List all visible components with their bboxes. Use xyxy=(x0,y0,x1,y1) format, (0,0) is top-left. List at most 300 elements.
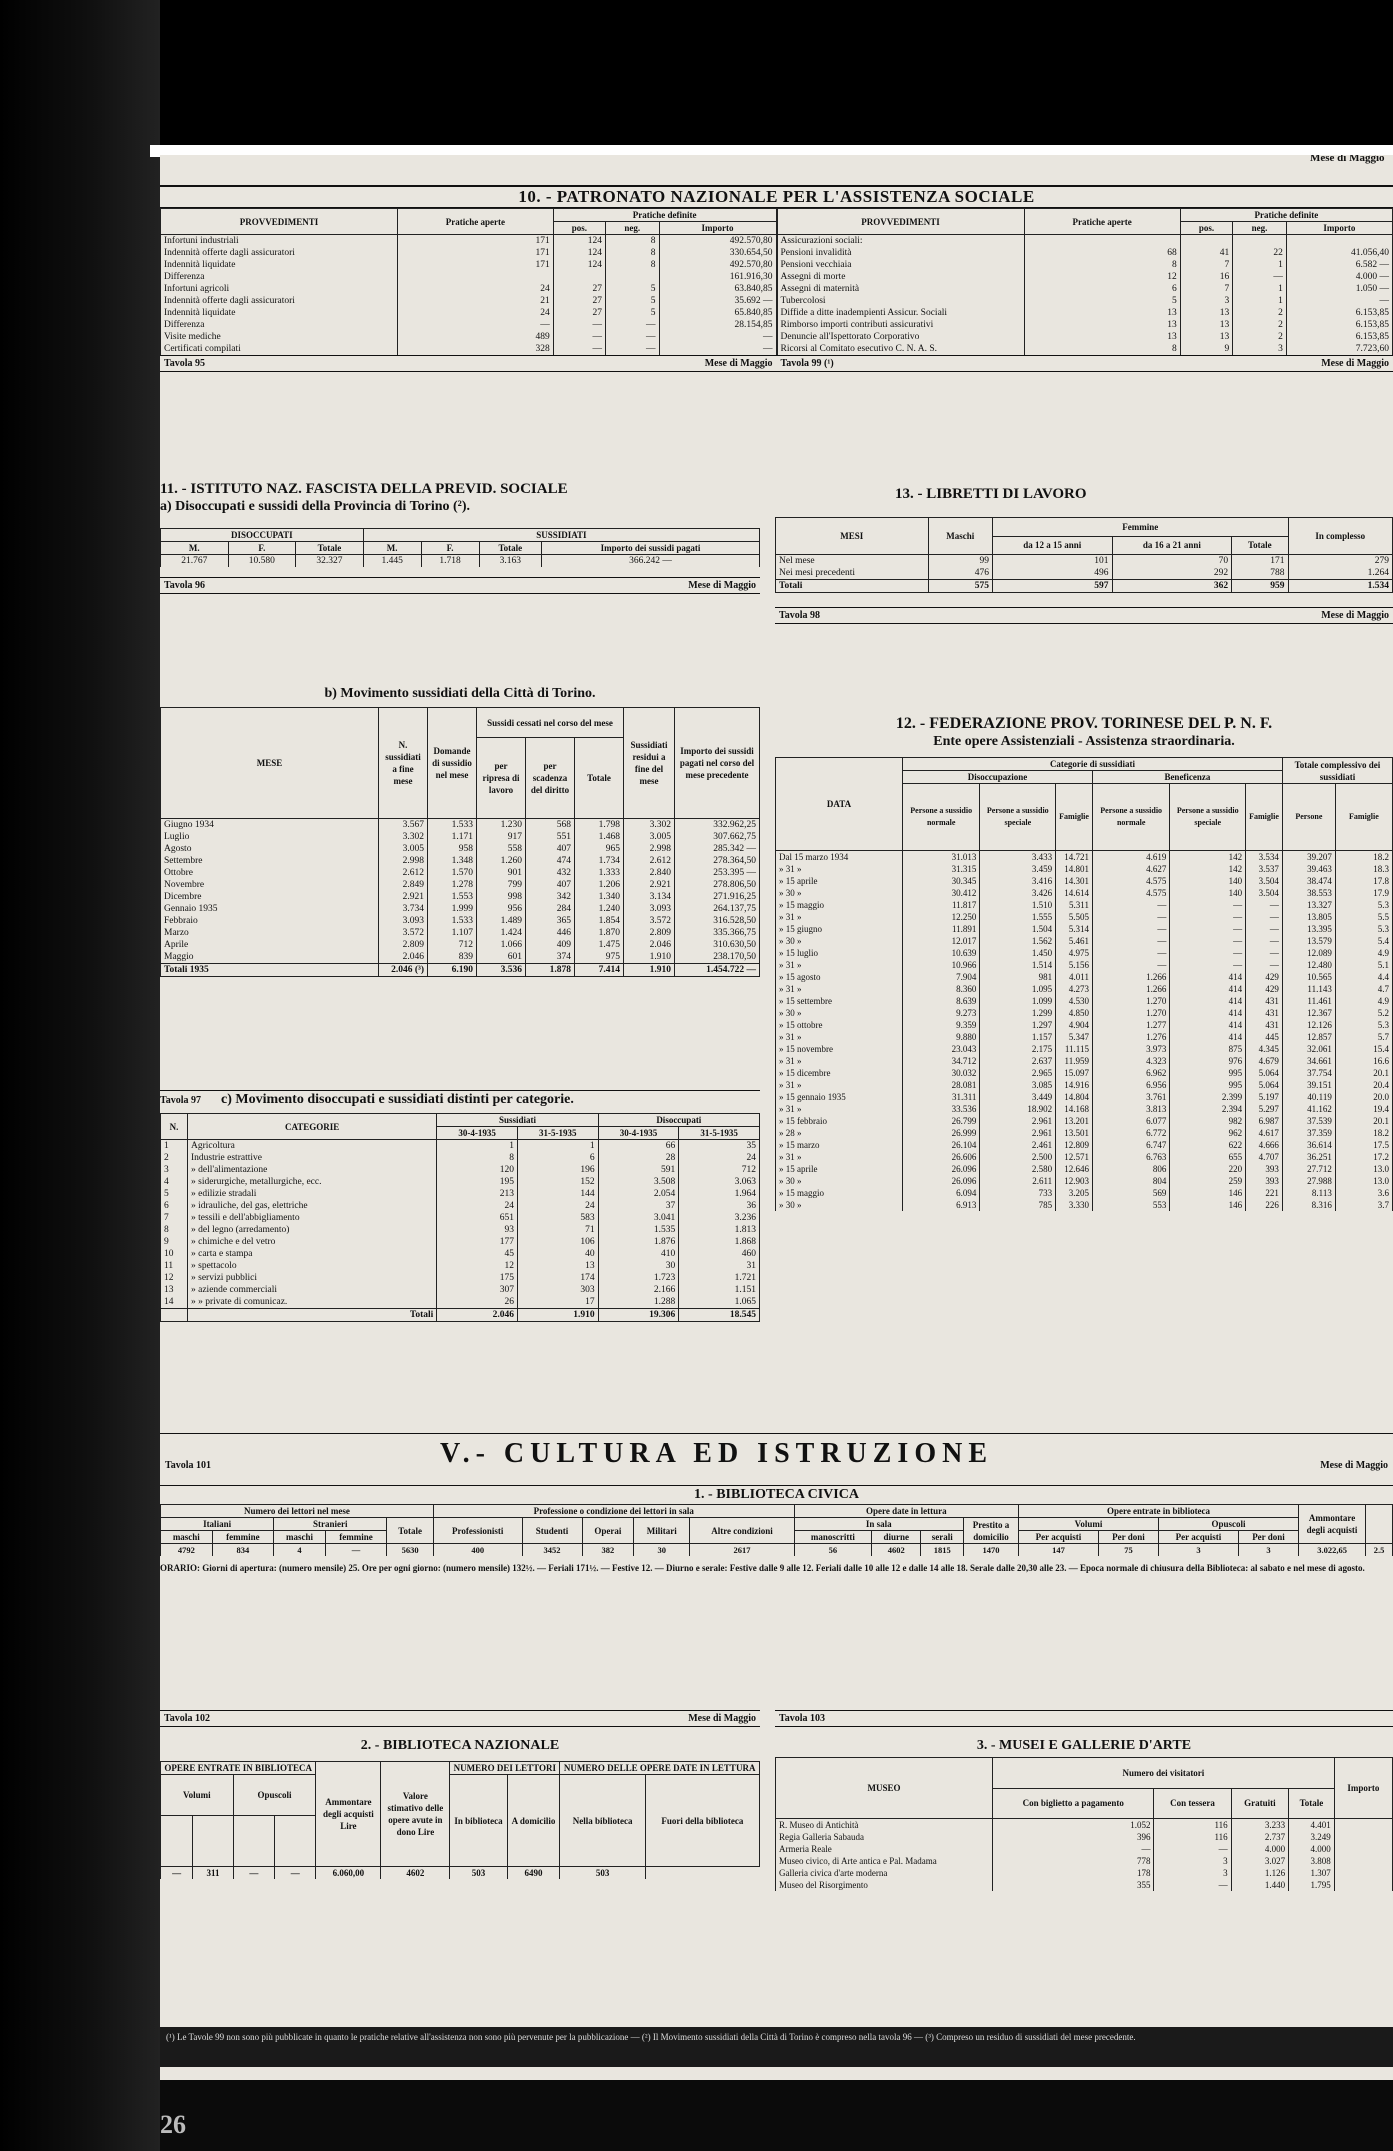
table-row xyxy=(776,1187,1393,1199)
table-cell: 174 xyxy=(517,1272,598,1284)
table-cell: — xyxy=(1246,935,1283,947)
section-11 xyxy=(160,480,760,594)
table-cell: 6 xyxy=(161,1200,188,1212)
table-cell: 622 xyxy=(1170,1139,1246,1151)
table-cell: 140 xyxy=(1170,887,1246,899)
table-cell: 37.359 xyxy=(1282,1127,1335,1139)
table-row xyxy=(776,1199,1393,1211)
table-cell: 12 xyxy=(161,1272,188,1284)
table-cell: 36.614 xyxy=(1282,1139,1335,1151)
table-row xyxy=(777,259,1393,271)
table-cell: 12.250 xyxy=(903,911,980,923)
table-cell: 778 xyxy=(993,1855,1154,1867)
table-cell: Dicembre xyxy=(161,891,379,903)
table-cell: 28.154,85 xyxy=(659,319,776,331)
s12-col-data: DATA xyxy=(776,758,903,851)
table-cell: 12 xyxy=(1024,271,1180,283)
table-cell: 40.119 xyxy=(1282,1091,1335,1103)
b-col-group: Sussidi cessati nel corso del mese xyxy=(477,708,624,738)
table-cell: » 30 » xyxy=(776,1175,903,1187)
table-cell: Indennità offerte dagli assicuratori xyxy=(161,247,398,259)
table-cell: — xyxy=(606,319,659,331)
table-cell: 6.094 xyxy=(903,1187,980,1199)
s12-g-categorie: Categorie di sussidiati xyxy=(903,758,1283,771)
table-cell: 1.514 xyxy=(980,959,1056,971)
table-cell: 30 xyxy=(634,1544,690,1557)
table-cell: 5.064 xyxy=(1246,1067,1283,1079)
table-cell: 32.327 xyxy=(296,555,364,568)
section-11a-sub: a) Disoccupati e sussidi della Provincia di Torino (²). xyxy=(160,499,471,514)
table-cell: 3 xyxy=(1180,295,1233,307)
table-cell xyxy=(398,271,554,283)
table-cell: 431 xyxy=(1246,1007,1283,1019)
table-cell: 6 xyxy=(1024,283,1180,295)
table-cell: » 15 novembre xyxy=(776,1043,903,1055)
s13-col-mesi: MESI xyxy=(776,518,929,555)
table-cell: — xyxy=(161,1867,193,1880)
table-cell xyxy=(1233,235,1287,248)
table-row xyxy=(776,1867,1393,1879)
table-cell: 1 xyxy=(517,1140,598,1153)
table-cell: » 28 » xyxy=(776,1127,903,1139)
table-cell: 3.416 xyxy=(980,875,1056,887)
table-cell: 41.162 xyxy=(1282,1103,1335,1115)
table-cell: Pensioni invalidità xyxy=(777,247,1024,259)
table-cell: 13 xyxy=(517,1260,598,1272)
table-cell: 975 xyxy=(575,951,624,964)
s13-col-maschi: Maschi xyxy=(928,518,992,555)
table-cell: 998 xyxy=(477,891,526,903)
table-cell: 2.965 xyxy=(980,1067,1056,1079)
table-row xyxy=(161,927,760,939)
table-cell: 12.089 xyxy=(1282,947,1335,959)
table-cell: 36.251 xyxy=(1282,1151,1335,1163)
table-cell: 75 xyxy=(1098,1544,1158,1557)
table-row xyxy=(776,983,1393,995)
table-cell: 3.093 xyxy=(379,915,428,927)
table-cell: 27 xyxy=(553,283,605,295)
table-row xyxy=(161,1284,760,1296)
table-cell: 328 xyxy=(398,343,554,355)
table-cell: » 30 » xyxy=(776,935,903,947)
table-cell: 956 xyxy=(477,903,526,915)
biblioteca-nazionale-table xyxy=(160,1761,760,1879)
table-cell: 5.197 xyxy=(1246,1091,1283,1103)
table-cell: Giugno 1934 xyxy=(161,819,379,832)
table-row xyxy=(161,1224,760,1236)
tavola-101-month: Mese di Maggio xyxy=(1320,1460,1388,1471)
table-cell: 3 xyxy=(1154,1867,1231,1879)
table-cell: 30.032 xyxy=(903,1067,980,1079)
table-row xyxy=(776,1879,1393,1891)
table-cell: 414 xyxy=(1170,995,1246,1007)
table-cell: — xyxy=(398,319,554,331)
column-header: Importo dei sussidi pagati xyxy=(542,542,760,555)
table-cell: 875 xyxy=(1170,1043,1246,1055)
b3-col-museo: MUSEO xyxy=(776,1758,993,1819)
column-header: Totale xyxy=(296,542,364,555)
table-cell: 958 xyxy=(428,843,477,855)
table-cell: 30.412 xyxy=(903,887,980,899)
column-header: Famiglie xyxy=(1056,784,1093,851)
b1-c15: Per doni xyxy=(1098,1531,1158,1544)
table-cell: 1 xyxy=(161,1140,188,1153)
table-cell: 1.107 xyxy=(428,927,477,939)
table-cell: 3.027 xyxy=(1231,1855,1288,1867)
table-cell: 3.508 xyxy=(598,1176,679,1188)
table-row xyxy=(161,259,777,271)
table-row xyxy=(161,235,777,248)
table-cell: 5.311 xyxy=(1056,899,1093,911)
table-cell: 35.692 — xyxy=(659,295,776,307)
section-13-title: 13. - LIBRETTI DI LAVORO xyxy=(895,486,1087,502)
table-cell: 431 xyxy=(1246,995,1283,1007)
table-cell: 396 xyxy=(993,1831,1154,1843)
table-cell: 303 xyxy=(517,1284,598,1296)
table-cell: 35 xyxy=(679,1140,760,1153)
table-cell: » servizi pubblici xyxy=(188,1272,437,1284)
table-cell: 93 xyxy=(437,1224,518,1236)
table-cell: 39.463 xyxy=(1282,863,1335,875)
table-cell: 38.474 xyxy=(1282,875,1335,887)
table-cell: 4.619 xyxy=(1092,851,1169,864)
table-cell: — xyxy=(233,1867,274,1880)
table-cell: Totali 1935 xyxy=(161,964,379,977)
table-cell: » chimiche e del vetro xyxy=(188,1236,437,1248)
b1-col-stud: Studenti xyxy=(522,1518,582,1544)
table-cell: — xyxy=(993,1843,1154,1855)
table-cell xyxy=(1334,1855,1392,1867)
table-cell: 24 xyxy=(679,1152,760,1164)
table-cell: 26.096 xyxy=(903,1163,980,1175)
table-cell: 4.345 xyxy=(1246,1043,1283,1055)
table-cell: 4.401 xyxy=(1289,1819,1335,1832)
table-row xyxy=(161,1544,1393,1557)
table-cell: — xyxy=(1170,899,1246,911)
table-cell: 1.734 xyxy=(575,855,624,867)
table-row xyxy=(161,843,760,855)
table-cell: 2.166 xyxy=(598,1284,679,1296)
table-cell: 31.013 xyxy=(903,851,980,864)
table-cell: » 15 ottobre xyxy=(776,1019,903,1031)
b1-g1: Numero dei lettori nel mese xyxy=(161,1505,434,1518)
table-cell: Luglio xyxy=(161,831,379,843)
table-cell: 13 xyxy=(161,1284,188,1296)
table-cell: 10.639 xyxy=(903,947,980,959)
table-cell: 995 xyxy=(1170,1067,1246,1079)
table-cell: 171 xyxy=(398,235,554,248)
table-row xyxy=(776,911,1393,923)
table-cell: 1.555 xyxy=(980,911,1056,923)
section-11c-sub: c) Movimento disoccupati e sussidiati distinti per categorie. xyxy=(221,1092,574,1107)
section-11-title: 11. - ISTITUTO NAZ. FASCISTA DELLA PREVID. SOCIALE xyxy=(160,481,568,497)
table-cell: 3.504 xyxy=(1246,875,1283,887)
table-cell: 3.567 xyxy=(379,819,428,832)
table-cell: 3.134 xyxy=(624,891,675,903)
table-cell: 1.260 xyxy=(477,855,526,867)
table-cell: 12 xyxy=(437,1260,518,1272)
table-cell: 2.046 (³) xyxy=(379,964,428,977)
table-cell: 292 xyxy=(1112,567,1232,580)
table-cell: 20.4 xyxy=(1335,1079,1392,1091)
table-cell: » 31 » xyxy=(776,1079,903,1091)
table-cell: 2.175 xyxy=(980,1043,1056,1055)
table-cell: 489 xyxy=(398,331,554,343)
table-cell: Diffide a ditte inadempienti Assicur. Sociali xyxy=(777,307,1024,319)
table-cell: 414 xyxy=(1170,1019,1246,1031)
table-cell: » 15 marzo xyxy=(776,1139,903,1151)
table-cell: 26 xyxy=(437,1296,518,1309)
table-cell: 27.712 xyxy=(1282,1163,1335,1175)
table-cell: 407 xyxy=(526,843,575,855)
table-cell: 1.910 xyxy=(624,951,675,964)
table-cell: — xyxy=(1154,1843,1231,1855)
c-g-disoccupati: Disoccupati xyxy=(598,1114,759,1127)
table-cell: 37 xyxy=(598,1200,679,1212)
b3-col-2: Con tessera xyxy=(1154,1788,1231,1819)
table-cell: — xyxy=(659,331,776,343)
column-header: Persone a sussidio speciale xyxy=(1170,784,1246,851)
table-cell: » 15 luglio xyxy=(776,947,903,959)
table-cell: 1.288 xyxy=(598,1296,679,1309)
table-cell: 278.806,50 xyxy=(675,879,760,891)
table-cell: 3.022,65 xyxy=(1299,1544,1366,1557)
table-cell: 445 xyxy=(1246,1031,1283,1043)
table-row xyxy=(777,307,1393,319)
table-cell: Marzo xyxy=(161,927,379,939)
table-cell: 33.536 xyxy=(903,1103,980,1115)
b-col-4: per scadenza del diritto xyxy=(526,738,575,819)
table-cell: 13.0 xyxy=(1335,1163,1392,1175)
table-cell: 431 xyxy=(1246,1019,1283,1031)
table-cell: — xyxy=(274,1867,315,1880)
table-cell: 40 xyxy=(517,1248,598,1260)
b-col-mese: MESE xyxy=(161,708,379,819)
b-col-5: Totale xyxy=(575,738,624,819)
table-cell: 2.046 xyxy=(379,951,428,964)
table-cell: 1.299 xyxy=(980,1007,1056,1019)
table-cell: 14.804 xyxy=(1056,1091,1093,1103)
table-cell: 597 xyxy=(992,580,1112,593)
table-cell: 27.988 xyxy=(1282,1175,1335,1187)
table-cell: Denuncie all'Ispettorato Corporativo xyxy=(777,331,1024,343)
table-cell: 1.276 xyxy=(1092,1031,1169,1043)
c-col-n: N. xyxy=(161,1114,188,1140)
table-cell: 177 xyxy=(437,1236,518,1248)
table-cell: 1.534 xyxy=(1288,580,1392,593)
table-cell: 1.910 xyxy=(517,1309,598,1322)
table-row xyxy=(161,283,777,295)
table-cell: 1.348 xyxy=(428,855,477,867)
tavola-101: Tavola 101 xyxy=(165,1460,212,1471)
table-cell: 7.414 xyxy=(575,964,624,977)
table-cell: 12.480 xyxy=(1282,959,1335,971)
table-cell: Nel mese xyxy=(776,555,929,568)
table-cell: 5.064 xyxy=(1246,1079,1283,1091)
table-cell: 569 xyxy=(1092,1187,1169,1199)
table-row xyxy=(776,555,1393,568)
table-cell: Infortuni agricoli xyxy=(161,283,398,295)
table-cell: 2.998 xyxy=(624,843,675,855)
tavola-96: Tavola 96 Mese di Maggio xyxy=(160,577,760,594)
section-v-title: V.- CULTURA ED ISTRUZIONE xyxy=(440,1438,994,1469)
table-cell: 1.277 xyxy=(1092,1019,1169,1031)
table-row xyxy=(161,319,777,331)
table-cell: 1.052 xyxy=(993,1819,1154,1832)
table-cell: 4.850 xyxy=(1056,1007,1093,1019)
total-row xyxy=(776,580,1393,593)
c-col-5: 31-5-1935 xyxy=(679,1127,760,1140)
table-cell: » carta e stampa xyxy=(188,1248,437,1260)
table-cell: 1.151 xyxy=(679,1284,760,1296)
table-cell: 124 xyxy=(553,259,605,271)
table-row xyxy=(776,875,1393,887)
table-cell: 601 xyxy=(477,951,526,964)
table-cell: 7 xyxy=(1180,259,1233,271)
total-row xyxy=(161,964,760,977)
table-cell: 2.849 xyxy=(379,879,428,891)
col-importo-r: Importo xyxy=(1286,222,1392,235)
table-row xyxy=(161,1212,760,1224)
b1-c16: Per acquisti xyxy=(1159,1531,1239,1544)
table-cell: 13 xyxy=(1024,307,1180,319)
table-row xyxy=(161,1140,760,1153)
table-cell: » del legno (arredamento) xyxy=(188,1224,437,1236)
tavola-95: Tavola 95 Mese di Maggio xyxy=(160,355,777,372)
table-cell: — xyxy=(1092,959,1169,971)
b2-c4: Valore stimativo delle opere avute in dono Lire xyxy=(381,1762,450,1867)
table-cell: 68 xyxy=(1024,247,1180,259)
table-cell: 1.533 xyxy=(428,915,477,927)
table-cell: 655 xyxy=(1170,1151,1246,1163)
table-row xyxy=(161,331,777,343)
table-cell: 6 xyxy=(517,1152,598,1164)
section-12-title: 12. - FEDERAZIONE PROV. TORINESE DEL P. N. F. xyxy=(895,715,1273,732)
table-cell: 7.904 xyxy=(903,971,980,983)
table-cell: 238.170,50 xyxy=(675,951,760,964)
table-row xyxy=(161,271,777,283)
table-cell: 124 xyxy=(553,235,605,248)
table-cell: R. Museo di Antichità xyxy=(776,1819,993,1832)
table-cell: 124 xyxy=(553,247,605,259)
table-row xyxy=(777,283,1393,295)
section-10 xyxy=(160,185,1393,372)
section-11c xyxy=(160,1090,760,1322)
table-cell: 3.302 xyxy=(379,831,428,843)
table-cell: 37.539 xyxy=(1282,1115,1335,1127)
table-cell: » » private di comunicaz. xyxy=(188,1296,437,1309)
table-cell: 1.050 — xyxy=(1286,283,1392,295)
table-cell: 99 xyxy=(928,555,992,568)
b1-c17: Per doni xyxy=(1238,1531,1298,1544)
table-cell: 965 xyxy=(575,843,624,855)
table-row xyxy=(161,1164,760,1176)
column-header: M. xyxy=(161,542,229,555)
tavola-99: Tavola 99 (¹) Mese di Maggio xyxy=(777,355,1393,372)
table-cell: — xyxy=(1170,947,1246,959)
musei-gallerie xyxy=(775,1710,1393,1891)
b1-sg-stranieri: Stranieri xyxy=(274,1518,387,1531)
table-cell: » 15 aprile xyxy=(776,875,903,887)
table-cell: 2.580 xyxy=(980,1163,1056,1175)
table-cell: 8 xyxy=(606,259,659,271)
table-cell: — xyxy=(1170,923,1246,935)
table-cell: 101 xyxy=(992,555,1112,568)
table-cell: 1.065 xyxy=(679,1296,760,1309)
b2-g1: OPERE ENTRATE IN BIBLIOTECA xyxy=(161,1762,316,1775)
table-cell: 220 xyxy=(1170,1163,1246,1175)
table-cell: 1 xyxy=(1233,283,1287,295)
biblioteca-nazionale xyxy=(160,1710,760,1879)
table-cell: 9 xyxy=(1180,343,1233,355)
table-cell: 18.2 xyxy=(1335,851,1392,864)
table-cell: 1.721 xyxy=(679,1272,760,1284)
table-cell: 14.301 xyxy=(1056,875,1093,887)
b2-c7: Nella biblioteca xyxy=(560,1775,646,1867)
table-cell: 2 xyxy=(1233,319,1287,331)
table-row xyxy=(776,1175,1393,1187)
b3-col-3: Gratuiti xyxy=(1231,1788,1288,1819)
table-cell: 1.468 xyxy=(575,831,624,843)
table-cell: 12.809 xyxy=(1056,1139,1093,1151)
table-cell: 17.9 xyxy=(1335,887,1392,899)
table-cell: 32.061 xyxy=(1282,1043,1335,1055)
b1-g4: Opere entrate in biblioteca xyxy=(1019,1505,1299,1518)
table-cell: 806 xyxy=(1092,1163,1169,1175)
table-cell: 2.612 xyxy=(624,855,675,867)
table-cell: 8 xyxy=(437,1152,518,1164)
table-row xyxy=(161,855,760,867)
table-row xyxy=(776,1819,1393,1832)
table-row xyxy=(161,951,760,964)
tavola-97: Tavola 97 xyxy=(160,1094,202,1106)
table-cell: 1.553 xyxy=(428,891,477,903)
table-cell: 2.612 xyxy=(379,867,428,879)
table-cell: Totali xyxy=(188,1309,437,1322)
table-cell: 178 xyxy=(993,1867,1154,1879)
table-cell: 152 xyxy=(517,1176,598,1188)
table-cell: 12.126 xyxy=(1282,1019,1335,1031)
table-cell: 36 xyxy=(679,1200,760,1212)
b1-c14: Per acquisti xyxy=(1019,1531,1099,1544)
table-cell: Visite mediche xyxy=(161,331,398,343)
section-13 xyxy=(775,485,1393,624)
table-cell: 41.056,40 xyxy=(1286,247,1392,259)
table-row xyxy=(161,1176,760,1188)
s12-g-totale: Totale complessivo dei sussidiati xyxy=(1282,758,1392,784)
table-cell: 2.394 xyxy=(1170,1103,1246,1115)
table-cell: 5.156 xyxy=(1056,959,1093,971)
table-cell: 3452 xyxy=(522,1544,582,1557)
table-cell: 2.054 xyxy=(598,1188,679,1200)
table-cell: Assegni di morte xyxy=(777,271,1024,283)
document-page xyxy=(160,155,1393,2080)
table-cell: 492.570,80 xyxy=(659,259,776,271)
table-cell: 1.504 xyxy=(980,923,1056,935)
column-header: Persone a sussidio normale xyxy=(1092,784,1169,851)
section-11b-sub: b) Movimento sussidiati della Città di Torino. xyxy=(324,686,596,701)
table-row xyxy=(776,1843,1393,1855)
table-cell: 1.876 xyxy=(598,1236,679,1248)
table-row xyxy=(161,1260,760,1272)
table-cell: — xyxy=(325,1544,387,1557)
table-cell: 8.639 xyxy=(903,995,980,1007)
table-cell: Differenza xyxy=(161,319,398,331)
column-header: Famiglie xyxy=(1246,784,1283,851)
table-cell: 142 xyxy=(1170,863,1246,875)
table-cell: » 15 dicembre xyxy=(776,1067,903,1079)
b1-c1: femmine xyxy=(212,1531,274,1544)
